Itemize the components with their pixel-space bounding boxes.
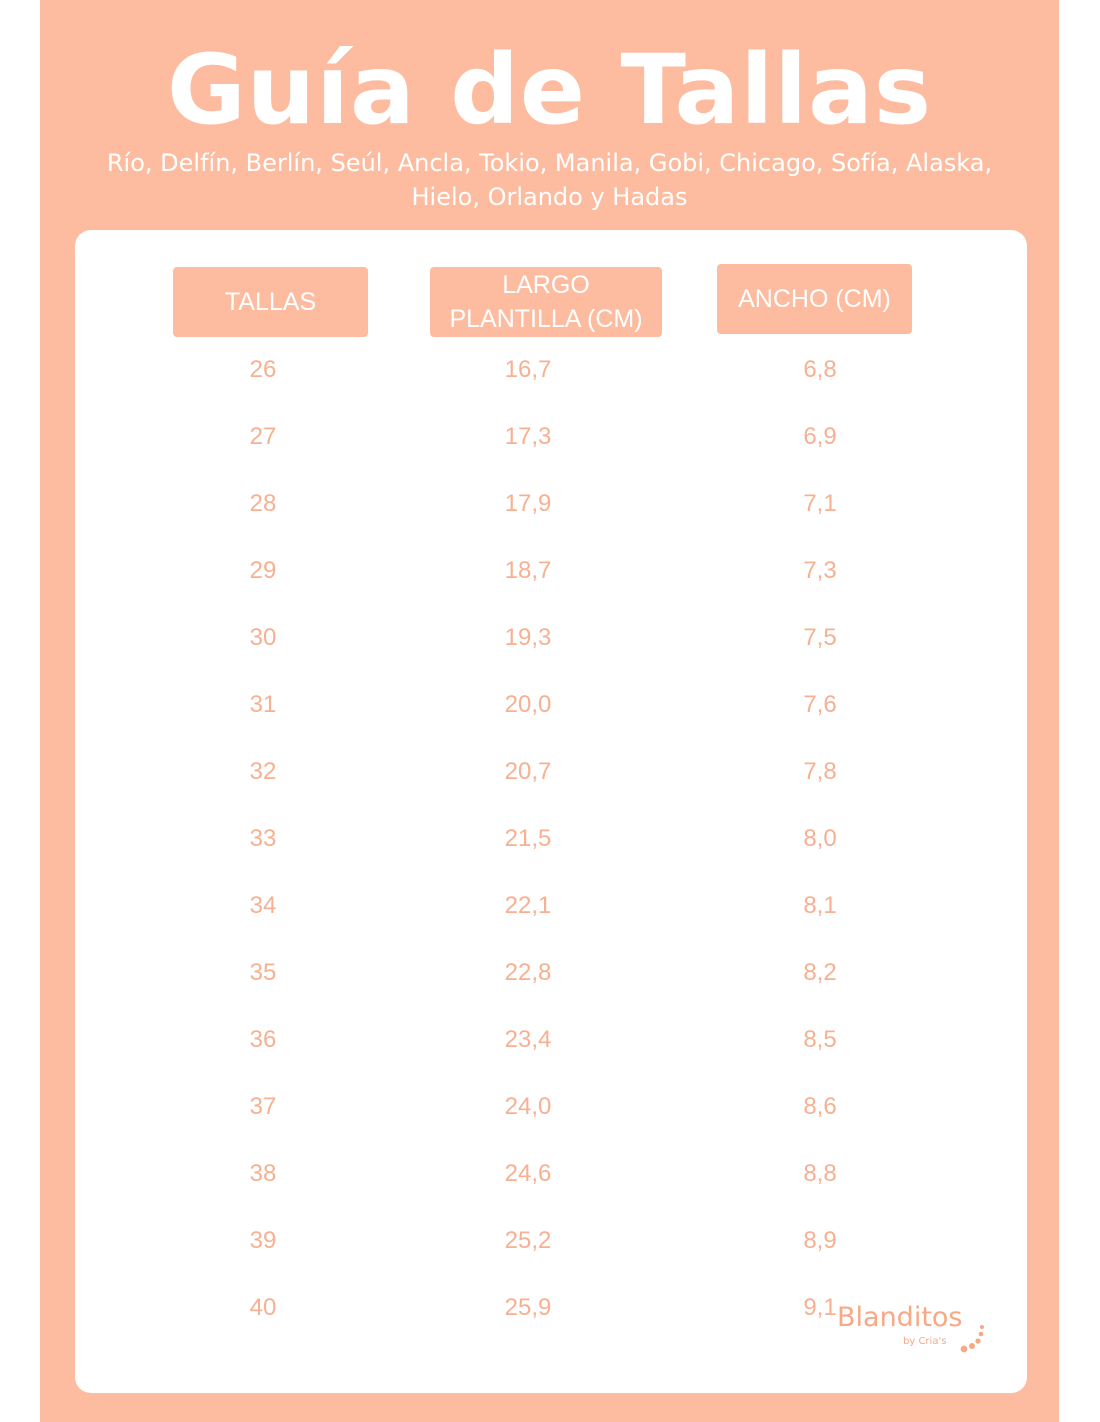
ancho-cell: 8,9 xyxy=(803,1227,837,1254)
table-row xyxy=(75,953,1027,993)
ancho-cell: 6,8 xyxy=(803,356,837,383)
talla-cell: 38 xyxy=(249,1160,277,1187)
header-ancho: ANCHO (CM) xyxy=(717,264,912,334)
largo-cell: 24,0 xyxy=(504,1093,552,1120)
largo-cell: 24,6 xyxy=(504,1160,552,1187)
ancho-cell: 6,9 xyxy=(803,423,837,450)
largo-cell: 25,9 xyxy=(504,1294,552,1321)
table-row xyxy=(75,1020,1027,1060)
ancho-cell: 8,8 xyxy=(803,1160,837,1187)
talla-cell: 33 xyxy=(249,825,277,852)
logo-byline: by Cria's xyxy=(903,1336,947,1347)
largo-cell: 25,2 xyxy=(504,1227,552,1254)
header-largo-line2: PLANTILLA (CM) xyxy=(449,305,643,333)
largo-cell: 22,8 xyxy=(504,959,552,986)
table-row xyxy=(75,484,1027,524)
largo-cell: 20,7 xyxy=(504,758,552,785)
talla-cell: 28 xyxy=(249,490,277,517)
ancho-cell: 9,1 xyxy=(803,1294,837,1321)
ancho-cell: 7,5 xyxy=(803,624,837,651)
table-row xyxy=(75,551,1027,591)
largo-cell: 16,7 xyxy=(504,356,552,383)
largo-cell: 21,5 xyxy=(504,825,552,852)
largo-cell: 22,1 xyxy=(504,892,552,919)
talla-cell: 40 xyxy=(249,1294,277,1321)
talla-cell: 37 xyxy=(249,1093,277,1120)
header-largo-plantilla xyxy=(430,267,662,337)
logo-name: Blanditos xyxy=(837,1302,963,1333)
talla-cell: 30 xyxy=(249,624,277,651)
largo-cell: 18,7 xyxy=(504,557,552,584)
ancho-cell: 7,8 xyxy=(803,758,837,785)
talla-cell: 34 xyxy=(249,892,277,919)
table-row xyxy=(75,618,1027,658)
header-largo-line1: LARGO xyxy=(502,271,590,299)
model-list: Río, Delfín, Berlín, Seúl, Ancla, Tokio, Manila, Gobi, Chicago, Sofía, Alaska, Hielo, Orlando y Hadas xyxy=(106,149,993,211)
talla-cell: 27 xyxy=(249,423,277,450)
largo-cell: 23,4 xyxy=(504,1026,552,1053)
ancho-cell: 8,5 xyxy=(803,1026,837,1053)
talla-cell: 36 xyxy=(249,1026,277,1053)
talla-cell: 29 xyxy=(249,557,277,584)
header-tallas: TALLAS xyxy=(173,267,368,337)
table-row xyxy=(75,350,1027,390)
table-row xyxy=(75,886,1027,926)
talla-cell: 35 xyxy=(249,959,277,986)
ancho-cell: 8,1 xyxy=(803,892,837,919)
table-row xyxy=(75,417,1027,457)
largo-cell: 19,3 xyxy=(504,624,552,651)
table-row xyxy=(75,752,1027,792)
largo-cell: 17,9 xyxy=(504,490,552,517)
ancho-cell: 7,6 xyxy=(803,691,837,718)
ancho-cell: 8,2 xyxy=(803,959,837,986)
talla-cell: 39 xyxy=(249,1227,277,1254)
largo-cell: 17,3 xyxy=(504,423,552,450)
talla-cell: 32 xyxy=(249,758,277,785)
table-row xyxy=(75,1087,1027,1127)
ancho-cell: 7,3 xyxy=(803,557,837,584)
talla-cell: 31 xyxy=(249,691,277,718)
ancho-cell: 7,1 xyxy=(803,490,837,517)
table-row xyxy=(75,1154,1027,1194)
talla-cell: 26 xyxy=(249,356,277,383)
footprint-dots-icon xyxy=(955,1323,989,1363)
ancho-cell: 8,6 xyxy=(803,1093,837,1120)
ancho-cell: 8,0 xyxy=(803,825,837,852)
table-row xyxy=(75,819,1027,859)
size-guide-poster xyxy=(40,0,1059,1422)
table-row xyxy=(75,1221,1027,1261)
page-title: Guía de Tallas xyxy=(166,34,933,146)
brand-logo xyxy=(837,1301,997,1371)
size-table-card xyxy=(75,230,1027,1393)
largo-cell: 20,0 xyxy=(504,691,552,718)
table-row xyxy=(75,685,1027,725)
